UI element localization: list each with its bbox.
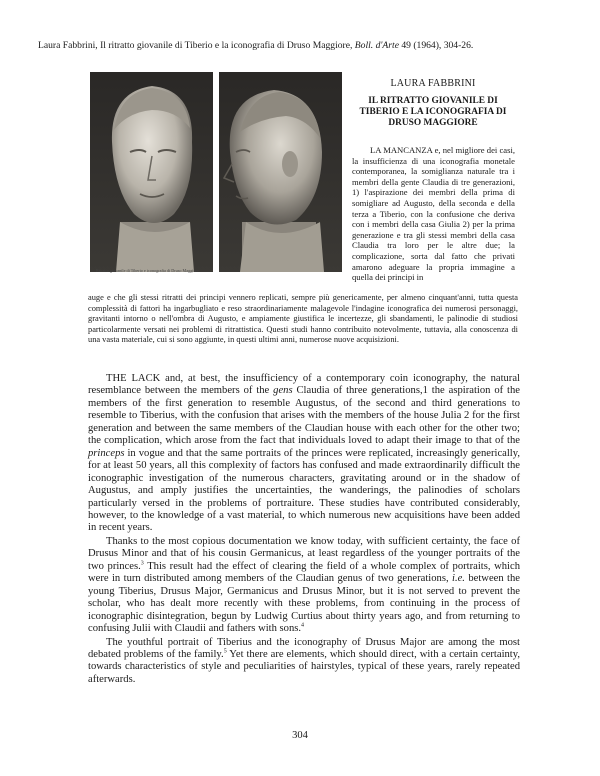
english-paragraph-1: THE LACK and, at best, the insufficiency of a contemporary coin iconography, the natural resemblance between the members of the gens Claudia of three generations,1 the aspiration of the members of the first generation to resemble Augustus, of the second and third generations to resemble to Tiberius, with the confusion that arises with the members of the house Julia 2 for the first generation and between the same members of the Claudian house with each other for the other two; the complication, which arose from the fact that individuals loved to adapt their image to that of the princeps in vogue and that the same portraits of the princes were replicated, increasingly generically, for at least 50 years, all this complexity of factors has confused and made extraordinarily difficult the iconographic investigation of the numerous characters, gravitating around or in the shadow of Augustus, and amply justifies the uncertainties, the wanderings, the palinodies of scholars particularly versed in the problems of portraiture. These studies have contributed considerably, however, to the knowledge of a vast material, to which numerous new acquisitions have been added in recent years. — [88, 373, 520, 534]
italian-column-text — [352, 145, 515, 283]
italian-paragraph-start: LA MANCANZA e, nel migliore dei casi, la insufficienza di una iconografia monetale contemporanea, la somiglianza naturale tra i membri della gente Claudia di tre generazioni, 1) l'aspirazione dei membri della prima di somigliare ad Augusto, della seconda e della terza a Tiberio, con la confusione che deriva con i membri della casa Giulia 2) per la prima generazione e tra gli stessi membri della casa Claudia tra loro per le altre due; la complicazione, sorta dal fatto che privati amarono adeguare la propria immagine a quella dei principi in — [352, 145, 515, 283]
page-number: 304 — [292, 730, 308, 741]
citation-suffix: 49 (1964), 304-26. — [398, 40, 474, 51]
english-paragraph-2: Thanks to the most copious documentation we know today, with sufficient certainty, the face of Drusus Minor and that of his cousin Germanicus, at least regardless of the younger portraits of the two princes.$^3$ This result had the effect of clearing the field of a whole complex of portraits, which were in turn distributed among members of the Claudian genus of two generations, i.e. between the young Tiberius, Drusus Major, Germanicus and Drusus Minor, but it is not served to prevent the scholar, who has dealt more recently with these problems, from continuing in the process of iconographic disintegration, begun by Ludwig Curtius about thirty years ago, and from returning to confusing Julii with Claudii and fathers with sons.$^4$ — [88, 535, 521, 635]
left-head — [112, 86, 194, 272]
italian-wide-text — [88, 293, 518, 346]
english-translation — [88, 373, 520, 686]
footnote-ref-5: 5 — [223, 648, 227, 655]
footnote-ref-3: 3 — [140, 560, 144, 567]
citation-prefix: Laura Fabbrini, Il ritratto giovanile di Tiberio e la iconografia di Druso Maggiore, — [38, 40, 355, 51]
figure-caption: Ritratto giovanile di Tiberio e iconografia di Druso Maggiore — [96, 268, 199, 273]
title-line-3: DRUSO MAGGIORE — [388, 118, 478, 128]
citation-journal: Boll. d'Arte — [354, 40, 399, 51]
article-author: LAURA FABBRINI — [390, 78, 476, 89]
title-line-2: TIBERIO E LA ICONOGRAFIA DI — [359, 107, 507, 117]
citation-header — [38, 40, 568, 52]
portrait-photograph — [90, 72, 342, 272]
article-title — [350, 96, 516, 129]
title-line-1: IL RITRATTO GIOVANILE DI — [368, 96, 498, 106]
english-paragraph-3: The youthful portrait of Tiberius and the iconography of Drusus Major are among the most debated problems of the family.$^5$ Yet there are elements, which should direct, with a certain certainty, towards characteristics of style and peculiarities of hairstyles, typical of these years, rarely repeated afterwards. — [88, 636, 521, 685]
footnote-ref-4: 4 — [301, 622, 305, 629]
italian-paragraph-continuation: auge e che gli stessi ritratti dei principi vennero replicati, sempre più genericamente, per almeno cinquant'anni, tutta questa complessità di fattori ha ingarbugliato e reso straordinariamente malagevole l'indagine iconografica dei numerosi personaggi, gravitanti intorno o nell'ombra di Augusto, e ampiamente giustifica le incertezze, gli sbandamenti, le palinodie di studiosi particolarmente versati nei problemi di ritrattistica. Questi studi hanno contribuito notevolmente, tuttavia, alla conoscenza di una vasta materiale, cui si sono aggiunte, in questi ultimi anni, numerose nuove acquisizioni. — [88, 293, 518, 345]
